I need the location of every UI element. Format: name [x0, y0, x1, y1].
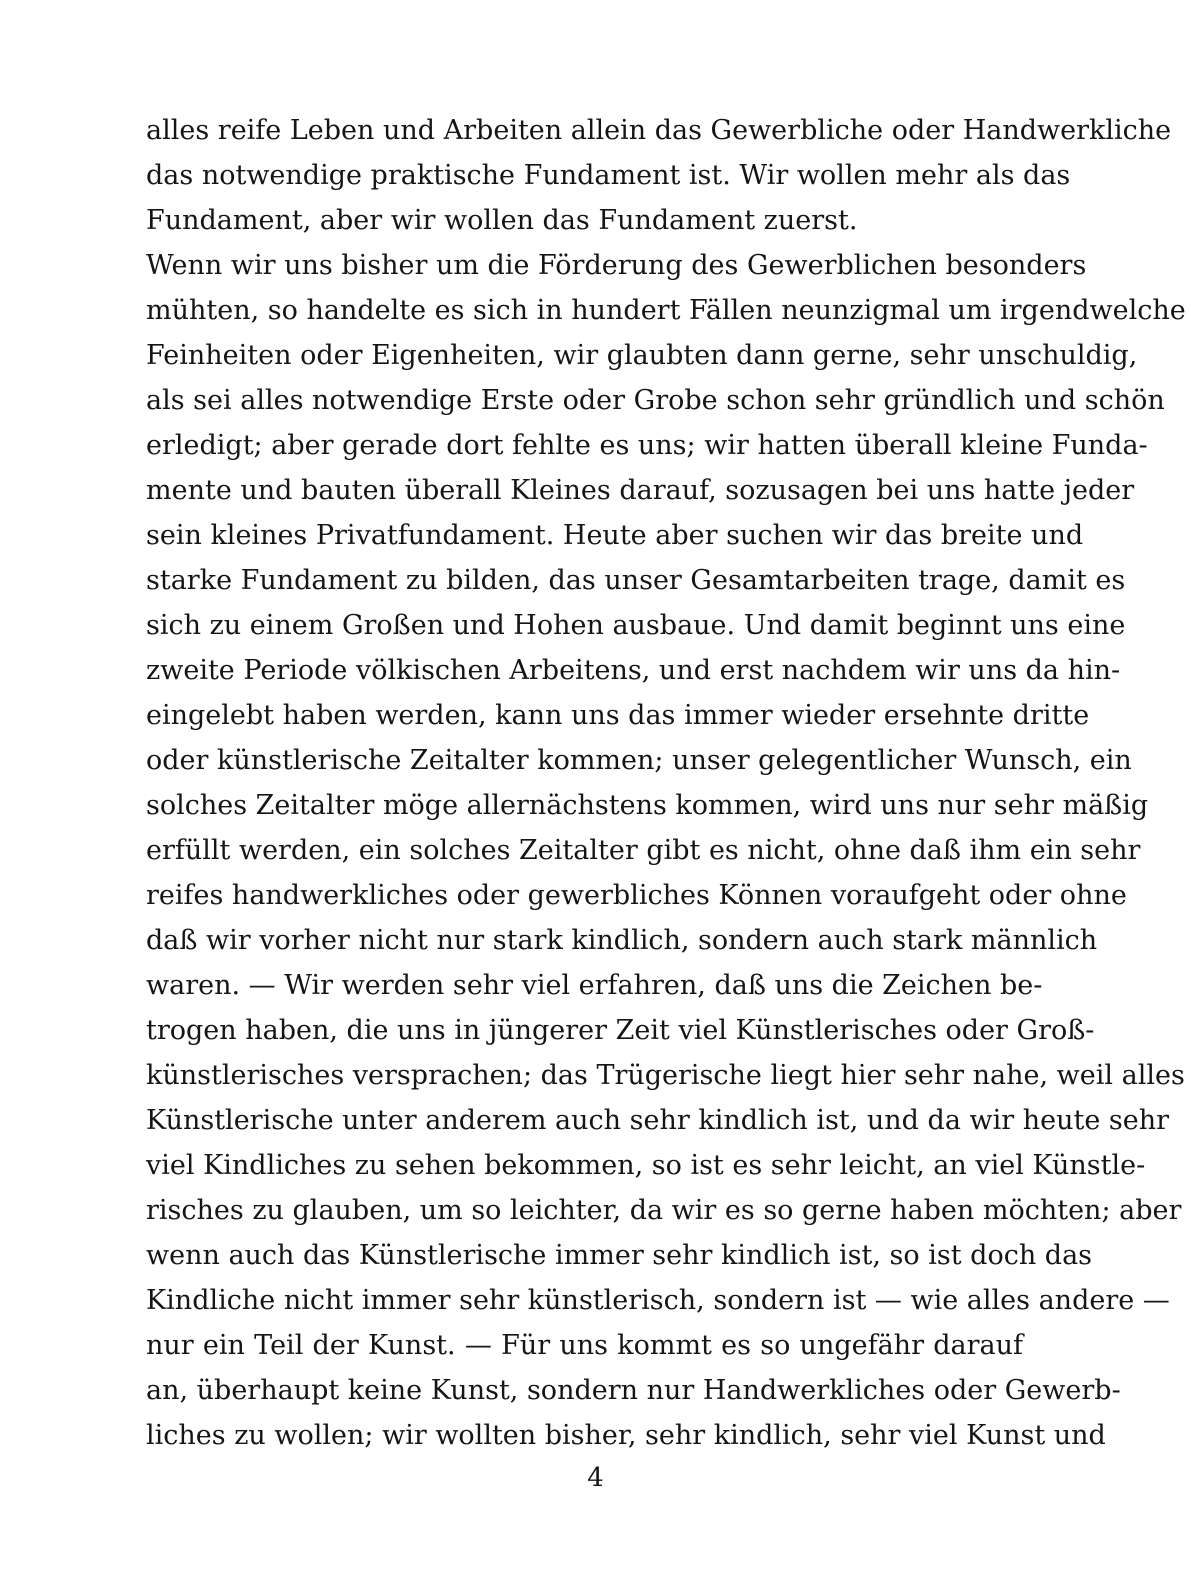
text-line-28: nur ein Teil der Kunst. — Für uns kommt es so ungefähr darauf: [146, 1330, 1023, 1361]
text-line-4: Wenn wir uns bisher um die Förderung des Gewerblichen besonders: [146, 250, 1087, 281]
text-line-13: zweite Periode völkischen Arbeitens, und erst nachdem wir uns da hin-: [146, 655, 1121, 686]
text-line-10: sein kleines Privatfundament. Heute aber suchen wir das breite und: [146, 520, 1084, 551]
text-line-6: Feinheiten oder Eigenheiten, wir glaubten dann gerne, sehr unschuldig,: [146, 340, 1138, 371]
text-line-25: risches zu glauben, um so leichter, da wir es so gerne haben möchten; aber: [146, 1195, 1182, 1226]
text-line-19: daß wir vorher nicht nur stark kindlich, sondern auch stark männlich: [146, 925, 1098, 956]
text-line-2: das notwendige praktische Fundament ist. Wir wollen mehr als das: [146, 160, 1071, 191]
text-line-16: solches Zeitalter möge allernächstens kommen, wird uns nur sehr mäßig: [146, 790, 1149, 821]
text-line-27: Kindliche nicht immer sehr künstlerisch, sondern ist — wie alles andere —: [146, 1285, 1170, 1316]
text-line-15: oder künstlerische Zeitalter kommen; unser gelegentlicher Wunsch, ein: [146, 745, 1132, 776]
text-line-12: sich zu einem Großen und Hohen ausbaue. Und damit beginnt uns eine: [146, 610, 1126, 641]
text-line-21: trogen haben, die uns in jüngerer Zeit viel Künstlerisches oder Groß-: [146, 1015, 1095, 1046]
text-line-30: liches zu wollen; wir wollten bisher, sehr kindlich, sehr viel Kunst und: [146, 1420, 1106, 1451]
text-line-7: als sei alles notwendige Erste oder Grobe schon sehr gründlich und schön: [146, 385, 1165, 416]
text-line-9: mente und bauten überall Kleines darauf, sozusagen bei uns hatte jeder: [146, 475, 1135, 506]
text-line-5: mühten, so handelte es sich in hundert Fällen neunzigmal um irgendwelche: [146, 295, 1186, 326]
body-text: [146, 108, 1186, 1458]
text-line-3: Fundament, aber wir wollen das Fundament zuerst.: [146, 205, 858, 236]
text-line-20: waren. — Wir werden sehr viel erfahren, daß uns die Zeichen be-: [146, 970, 1043, 1001]
text-line-11: starke Fundament zu bilden, das unser Gesamtarbeiten trage, damit es: [146, 565, 1126, 596]
text-line-17: erfüllt werden, ein solches Zeitalter gibt es nicht, ohne daß ihm ein sehr: [146, 835, 1141, 866]
text-line-18: reifes handwerkliches oder gewerbliches Können voraufgeht oder ohne: [146, 880, 1127, 911]
text-line-14: eingelebt haben werden, kann uns das immer wieder ersehnte dritte: [146, 700, 1090, 731]
page-number: 4: [587, 1463, 604, 1493]
text-line-23: Künstlerische unter anderem auch sehr kindlich ist, und da wir heute sehr: [146, 1105, 1170, 1136]
text-line-24: viel Kindliches zu sehen bekommen, so ist es sehr leicht, an viel Künstle-: [146, 1150, 1146, 1181]
text-line-26: wenn auch das Künstlerische immer sehr kindlich ist, so ist doch das: [146, 1240, 1093, 1271]
text-line-29: an, überhaupt keine Kunst, sondern nur Handwerkliches oder Gewerb-: [146, 1375, 1121, 1406]
text-line-1: alles reife Leben und Arbeiten allein das Gewerbliche oder Handwerkliche: [146, 115, 1172, 146]
text-line-8: erledigt; aber gerade dort fehlte es uns; wir hatten überall kleine Funda-: [146, 430, 1148, 461]
text-line-22: künstlerisches versprachen; das Trügerische liegt hier sehr nahe, weil alles: [146, 1060, 1185, 1091]
